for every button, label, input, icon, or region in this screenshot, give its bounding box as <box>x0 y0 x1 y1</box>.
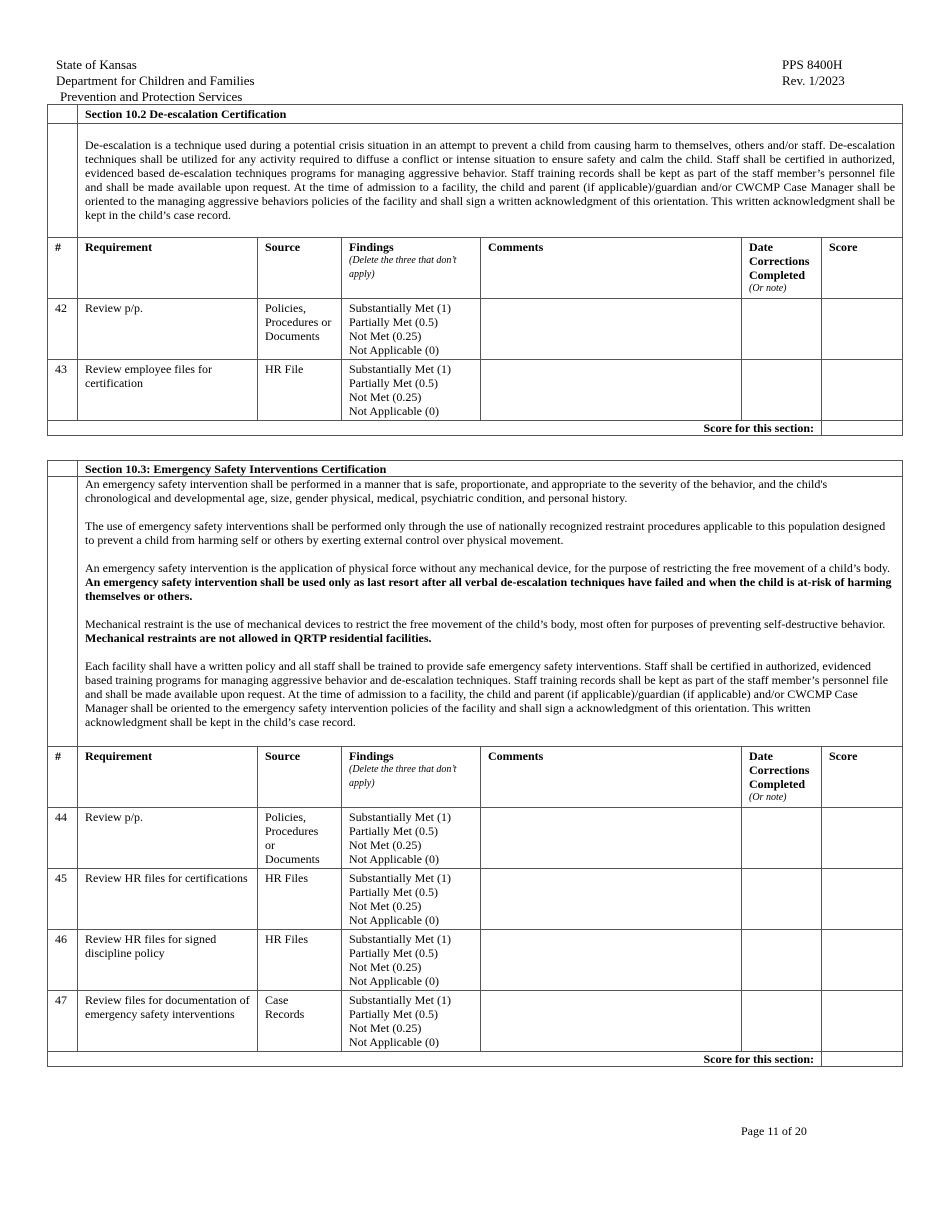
row-score-cell[interactable] <box>822 808 903 869</box>
row-requirement: Review p/p. <box>78 808 258 869</box>
section-score-label: Score for this section: <box>48 1052 822 1067</box>
row-source: Policies, Procedures or Documents <box>258 299 342 360</box>
page-header <box>56 57 852 105</box>
header-state: State of Kansas <box>56 57 137 72</box>
row-findings[interactable]: Substantially Met (1) Partially Met (0.5) Not Met (0.25) Not Applicable (0) <box>342 299 481 360</box>
col-header-num: # <box>48 238 78 299</box>
row-source: Policies, Procedures or Documents <box>258 808 342 869</box>
section-title: Section 10.2 De-escalation Certification <box>78 105 903 124</box>
section-10-3-table <box>47 460 903 1067</box>
row-findings[interactable]: Substantially Met (1) Partially Met (0.5) Not Met (0.25) Not Applicable (0) <box>342 360 481 421</box>
row-score-cell[interactable] <box>822 991 903 1052</box>
row-comments-cell[interactable] <box>481 360 742 421</box>
row-comments-cell[interactable] <box>481 299 742 360</box>
row-score-cell[interactable] <box>822 360 903 421</box>
col-header-num: # <box>48 747 78 808</box>
col-header-findings: Findings (Delete the three that don’t apply) <box>342 238 481 299</box>
row-requirement: Review files for documentation of emergency safety interventions <box>78 991 258 1052</box>
col-header-findings: Findings (Delete the three that don’t apply) <box>342 747 481 808</box>
col-header-date: Date Corrections Completed (Or note) <box>742 747 822 808</box>
table-row <box>48 808 903 869</box>
row-findings[interactable]: Substantially Met (1) Partially Met (0.5) Not Met (0.25) Not Applicable (0) <box>342 991 481 1052</box>
row-requirement: Review HR files for certifications <box>78 869 258 930</box>
table-row <box>48 360 903 421</box>
row-score-cell[interactable] <box>822 930 903 991</box>
row-num: 42 <box>48 299 78 360</box>
row-comments-cell[interactable] <box>481 930 742 991</box>
row-source: HR Files <box>258 930 342 991</box>
row-findings[interactable]: Substantially Met (1) Partially Met (0.5) Not Met (0.25) Not Applicable (0) <box>342 930 481 991</box>
row-comments-cell[interactable] <box>481 808 742 869</box>
para-2: The use of emergency safety interventions shall be performed only through the use of nationally recognized restraint procedures applicable to this population designed to prevent a child from harming self or others by exerting external control over physical movement. <box>85 519 886 547</box>
col-header-requirement: Requirement <box>78 238 258 299</box>
header-agency <box>56 57 255 105</box>
section-title: Section 10.3: Emergency Safety Interventions Certification <box>78 461 903 477</box>
col-header-requirement: Requirement <box>78 747 258 808</box>
row-score-cell[interactable] <box>822 869 903 930</box>
row-date-cell[interactable] <box>742 360 822 421</box>
header-revision: Rev. 1/2023 <box>782 73 845 88</box>
para-1: An emergency safety intervention shall be performed in a manner that is safe, proportionate, and appropriate to the severity of the behavior, and the child's chronological and developmental age, size, gender physical, medical, psychiatric condition, and personal history. <box>85 477 828 505</box>
page-number: Page 11 of 20 <box>741 1124 807 1138</box>
row-comments-cell[interactable] <box>481 991 742 1052</box>
header-department: Department for Children and Families <box>56 73 255 88</box>
header-form-info <box>782 57 852 89</box>
header-form-id: PPS 8400H <box>782 57 843 72</box>
section-description: De-escalation is a technique used during a potential crisis situation in an attempt to prevent a child from causing harm to themselves, others and/or staff. De-escalation techniques shall be utilized for any activity required to diffuse a conflict or intense situation to ensure safety and calm the child. Staff shall be certified in authorized, evidenced based de-escalation techniques programs for managing aggressive behavior. Staff training records shall be kept as part of the staff member’s personnel file and shall be made available upon request. At the time of admission to a facility, the child and parent (if applicable)/guardian and/or CWCMP Case Manager shall be oriented to the managing aggressive behaviors policies of the facility and shall sign a written acknowledgment of this orientation. This written acknowledgment shall be kept in the child’s case record. <box>78 124 903 238</box>
para-5: Each facility shall have a written policy and all staff shall be trained to provide safe emergency safety interventions. Staff shall be certified in authorized, evidenced based training programs for managing aggressive behavior and de-escalation techniques. Staff training records shall be kept as part of the staff member’s personnel file and shall be made available upon request. At the time of admission to a facility, the child and parent (if applicable)/guardian (if applicable) and/or CWCMP Case Manager shall be oriented to the emergency safety intervention policies of the facility and shall sign a acknowledgment of this orientation. This written acknowledgment shall be kept in the child’s case record. <box>85 659 889 729</box>
row-source: HR File <box>258 360 342 421</box>
row-date-cell[interactable] <box>742 808 822 869</box>
table-row <box>48 299 903 360</box>
header-division: Prevention and Protection Services <box>60 89 243 104</box>
table-row <box>48 869 903 930</box>
row-date-cell[interactable] <box>742 869 822 930</box>
row-num: 44 <box>48 808 78 869</box>
row-date-cell[interactable] <box>742 930 822 991</box>
para-4: Mechanical restraint is the use of mechanical devices to restrict the free movement of the child’s body, most often for purposes of preventing self-destructive behavior. Mechanical restraints are not allowed in QRTP residential facilities. <box>85 617 886 645</box>
row-num: 46 <box>48 930 78 991</box>
col-header-date: Date Corrections Completed (Or note) <box>742 238 822 299</box>
row-num: 43 <box>48 360 78 421</box>
para-3: An emergency safety intervention is the application of physical force without any mechanical device, for the purpose of restricting the free movement of a child’s body. An emergency safety intervention shall be used only as last resort after all verbal de-escalation techniques have failed and when the child is at-risk of harming themselves or others. <box>85 561 892 603</box>
row-source: HR Files <box>258 869 342 930</box>
row-date-cell[interactable] <box>742 299 822 360</box>
section-description <box>78 477 903 747</box>
col-header-comments: Comments <box>481 238 742 299</box>
row-num: 45 <box>48 869 78 930</box>
row-comments-cell[interactable] <box>481 869 742 930</box>
row-source: Case Records <box>258 991 342 1052</box>
section-score-cell[interactable] <box>822 421 903 436</box>
row-findings[interactable]: Substantially Met (1) Partially Met (0.5) Not Met (0.25) Not Applicable (0) <box>342 808 481 869</box>
section-score-cell[interactable] <box>822 1052 903 1067</box>
section-score-label: Score for this section: <box>48 421 822 436</box>
col-header-score: Score <box>822 238 903 299</box>
table-row <box>48 930 903 991</box>
row-requirement: Review employee files for certification <box>78 360 258 421</box>
row-requirement: Review p/p. <box>78 299 258 360</box>
col-header-source: Source <box>258 238 342 299</box>
row-requirement: Review HR files for signed discipline policy <box>78 930 258 991</box>
section-10-2-table <box>47 104 903 436</box>
row-num: 47 <box>48 991 78 1052</box>
row-findings[interactable]: Substantially Met (1) Partially Met (0.5) Not Met (0.25) Not Applicable (0) <box>342 869 481 930</box>
col-header-source: Source <box>258 747 342 808</box>
row-score-cell[interactable] <box>822 299 903 360</box>
row-date-cell[interactable] <box>742 991 822 1052</box>
table-row <box>48 991 903 1052</box>
col-header-score: Score <box>822 747 903 808</box>
col-header-comments: Comments <box>481 747 742 808</box>
